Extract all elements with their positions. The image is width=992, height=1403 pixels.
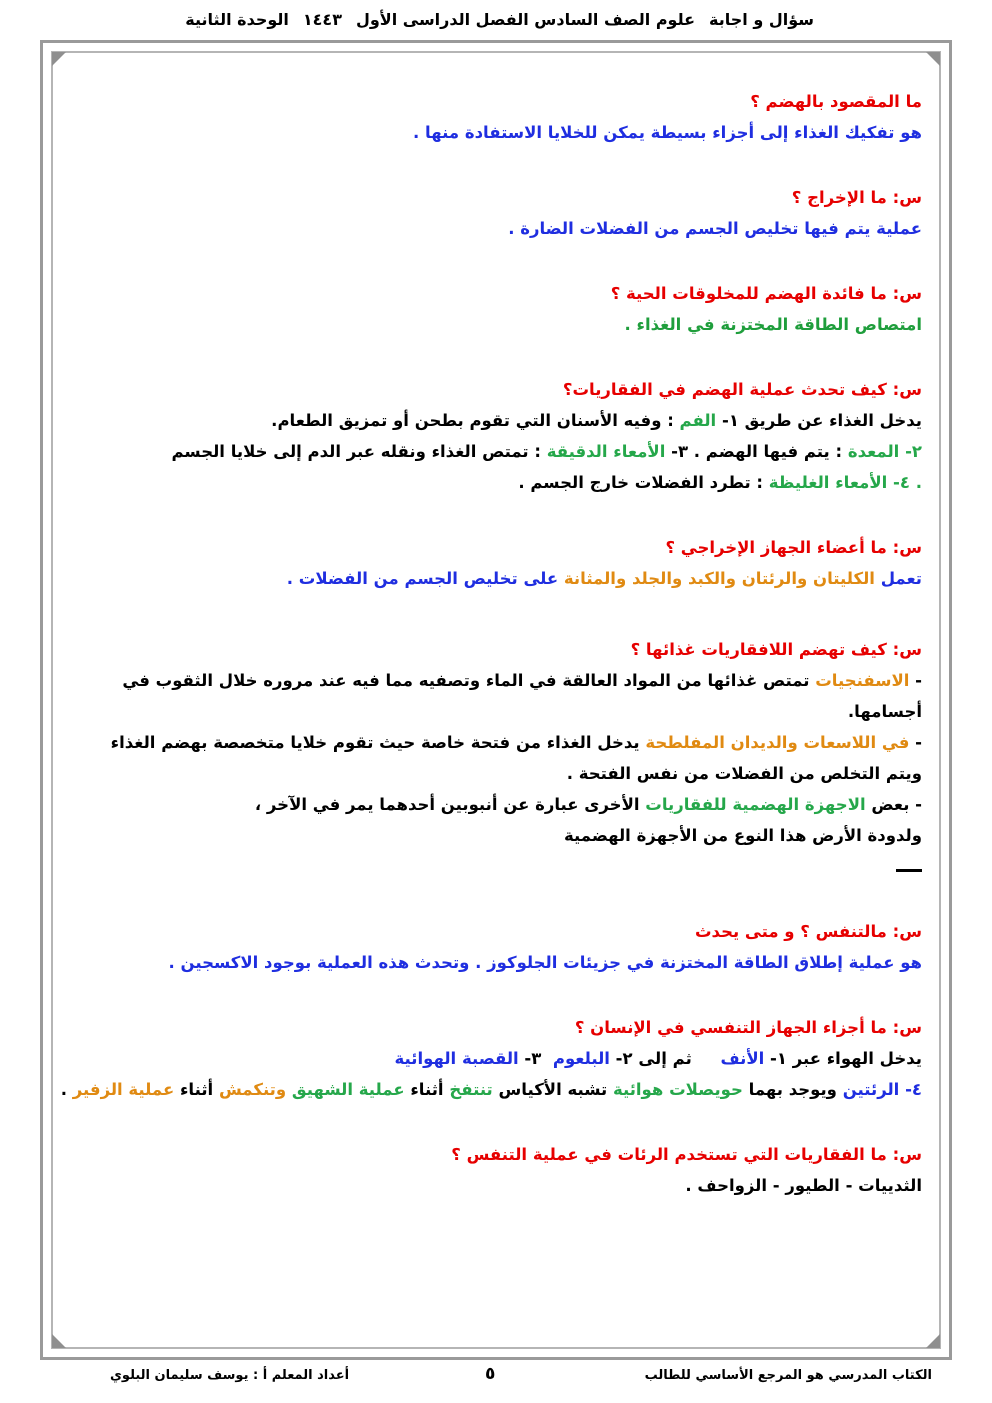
qa-section-lung-vertebrates	[60, 1139, 922, 1201]
answer-line: - في اللاسعات والديدان المفلطحة يدخل الغذاء من فتحة خاصة حيث تقوم خلايا متخصصة بهضم الغذاء	[110, 733, 922, 752]
answer-line: ٢- المعدة : يتم فيها الهضم . ٣- الأمعاء الدقيقة : تمتص الغذاء ونقله عبر الدم إلى خلايا الجسم	[171, 442, 922, 461]
answer-line: - الاسفنجيات تمتص غذائها من المواد العالقة في الماء وتصفيه مما فيه عند مروره خلال الثقوب في أجسامها.	[122, 671, 922, 721]
corner-ornament-icon	[926, 1334, 940, 1348]
question-text: س: كيف تحدث عملية الهضم في الفقاريات؟	[562, 380, 922, 399]
qa-section-respiratory-parts	[60, 1012, 922, 1105]
header-subject: علوم الصف السادس الفصل الدراسى الأول	[355, 10, 696, 29]
answer-text: الثدييات - الطيور - الزواحف .	[685, 1176, 922, 1195]
answer-line: . ٤- الأمعاء الغليظة : تطرد الفضلات خارج الجسم .	[518, 473, 922, 492]
qa-section-respiration	[60, 916, 922, 978]
answer-text: عملية يتم فيها تخليص الجسم من الفضلات الضارة .	[508, 219, 922, 238]
question-text: س: ما أعضاء الجهاز الإخراجي ؟	[665, 538, 922, 557]
answer-line: ويتم التخلص من الفضلات من نفس الفتحة .	[566, 764, 922, 783]
page-number: ٥	[485, 1364, 496, 1384]
answer-line: يدخل الهواء عبر ١- الأنف ثم إلى ٢- البلعوم ٣- القصبة الهوائية	[394, 1049, 922, 1068]
answer-text: امتصاص الطاقة المختزنة في الغذاء .	[624, 315, 922, 334]
answer-line: - بعض الاجهزة الهضمية للفقاريات الأخرى عبارة عن أنبوبين أحدهما يمر في الآخر ،	[254, 795, 922, 814]
page-footer	[60, 1364, 932, 1390]
footer-author: أعداد المعلم أ : يوسف سليمان البلوي	[110, 1368, 350, 1383]
qa-section-excretion	[60, 182, 922, 244]
question-text: س: ما الإخراج ؟	[791, 188, 922, 207]
header-title: سؤال و اجابة	[709, 10, 814, 29]
footer-reference: الكتاب المدرسي هو المرجع الأساسي للطالب	[644, 1368, 932, 1383]
question-text: س: كيف تهضم اللافقاريات غذائها ؟	[630, 640, 922, 659]
question-text: س: ما أجزاء الجهاز التنفسي في الإنسان ؟	[574, 1018, 922, 1037]
answer-text: هو تفكيك الغذاء إلى أجزاء بسيطة يمكن للخلايا الاستفادة منها .	[413, 123, 922, 142]
answer-line: يدخل الغذاء عن طريق ١- الفم : وفيه الأسنان التي تقوم بطحن أو تمزيق الطعام.	[271, 411, 922, 430]
corner-ornament-icon	[926, 52, 940, 66]
qa-section-digestion-benefit	[60, 278, 922, 340]
qa-section-digestion	[60, 86, 922, 148]
separator-dash	[60, 851, 922, 882]
qa-section-invertebrate-digestion	[60, 634, 922, 882]
answer-text: هو عملية إطلاق الطاقة المختزنة في جزيئات الجلوكوز . وتحدث هذه العملية بوجود الاكسجين .	[168, 953, 922, 972]
header-unit: الوحدة الثانية	[185, 10, 289, 29]
answer-line: تعمل الكليتان والرئتان والكبد والجلد والمثانة على تخليص الجسم من الفضلات .	[286, 569, 922, 588]
corner-ornament-icon	[52, 1334, 66, 1348]
answer-line: ٤- الرئتين ويوجد بهما حويصلات هوائية تشبه الأكياس تنتفخ أثناء عملية الشهيق وتنكمش أثناء عملية الزفير .	[60, 1080, 922, 1099]
qa-content	[60, 86, 922, 1201]
question-text: س: ما فائدة الهضم للمخلوقات الحية ؟	[610, 284, 922, 303]
question-text: س: ما الفقاريات التي تستخدم الرئات في عملية التنفس ؟	[451, 1145, 922, 1164]
corner-ornament-icon	[52, 52, 66, 66]
question-text: س: مالتنفس ؟ و متى يحدث	[694, 922, 922, 941]
header-year: ١٤٤٣	[302, 10, 342, 29]
answer-line: ولدودة الأرض هذا النوع من الأجهزة الهضمية	[564, 826, 922, 845]
qa-section-vertebrate-digestion	[60, 374, 922, 498]
question-text: ما المقصود بالهضم ؟	[750, 92, 922, 111]
page-header	[171, 10, 814, 29]
qa-section-excretory-organs	[60, 532, 922, 594]
